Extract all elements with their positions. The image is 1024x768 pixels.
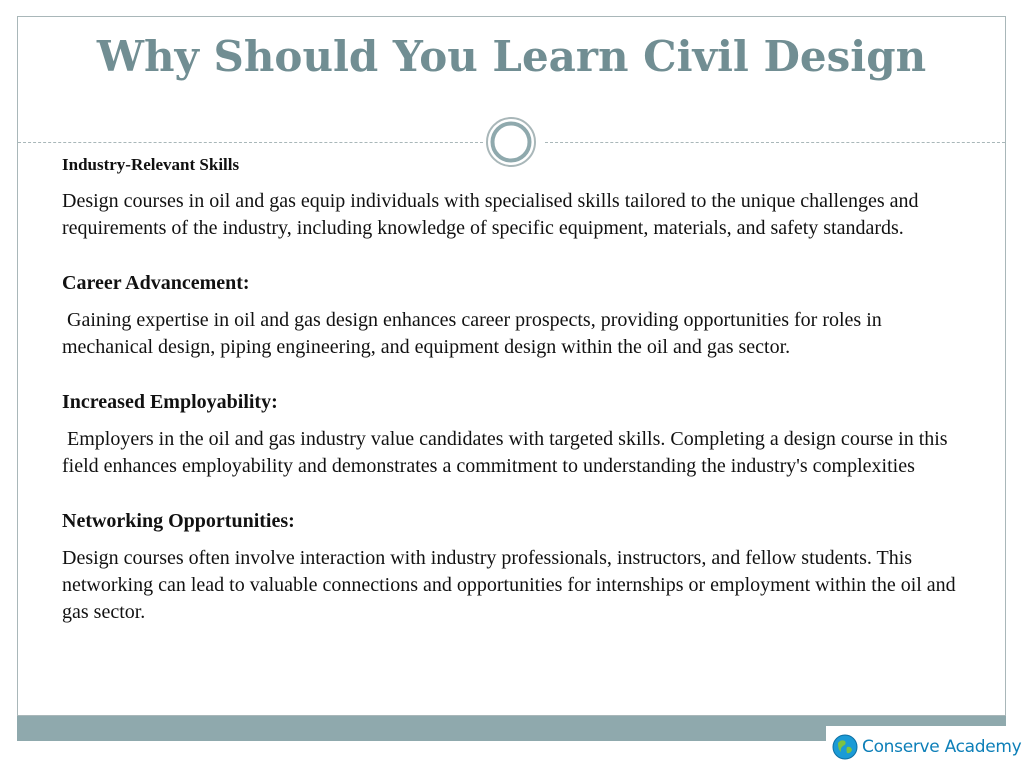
section-text-span: Design courses often involve interaction with industry professionals, instructors, and fellow students. This networking can lead to valuable connections and opportunities for internships or employment within the oil and gas sector. <box>62 547 956 623</box>
globe-icon <box>832 734 858 760</box>
slide-content <box>62 150 962 626</box>
title-divider-left <box>18 142 483 143</box>
section-career-advancement <box>62 272 962 361</box>
section-industry-skills <box>62 155 962 242</box>
section-heading: Increased Employability: <box>62 391 278 413</box>
section-text <box>62 545 962 626</box>
conserve-academy-logo <box>826 726 1022 768</box>
section-heading: Networking Opportunities: <box>62 510 295 532</box>
section-text: Design courses in oil and gas equip individuals with specialised skills tailored to the unique challenges and requirements of the industry, including knowledge of specific equipment, materials, and safety standards. <box>62 190 919 239</box>
logo-text: Conserve Academy <box>862 737 1022 757</box>
section-heading: Industry-Relevant Skills <box>62 155 240 174</box>
section-increased-employability <box>62 391 962 480</box>
section-heading: Career Advancement: <box>62 272 250 294</box>
slide-title: Why Should You Learn Civil Design <box>96 32 927 81</box>
section-text: Employers in the oil and gas industry value candidates with targeted skills. Completing a design course in this field enhances employability and demonstrates a commitment to understanding the industry's complexities <box>62 428 953 477</box>
section-text: Gaining expertise in oil and gas design enhances career prospects, providing opportunities for roles in mechanical design, piping engineering, and equipment design within the oil and gas sector. <box>62 309 887 358</box>
section-networking-opportunities <box>62 510 962 626</box>
title-divider-right <box>545 142 1005 143</box>
